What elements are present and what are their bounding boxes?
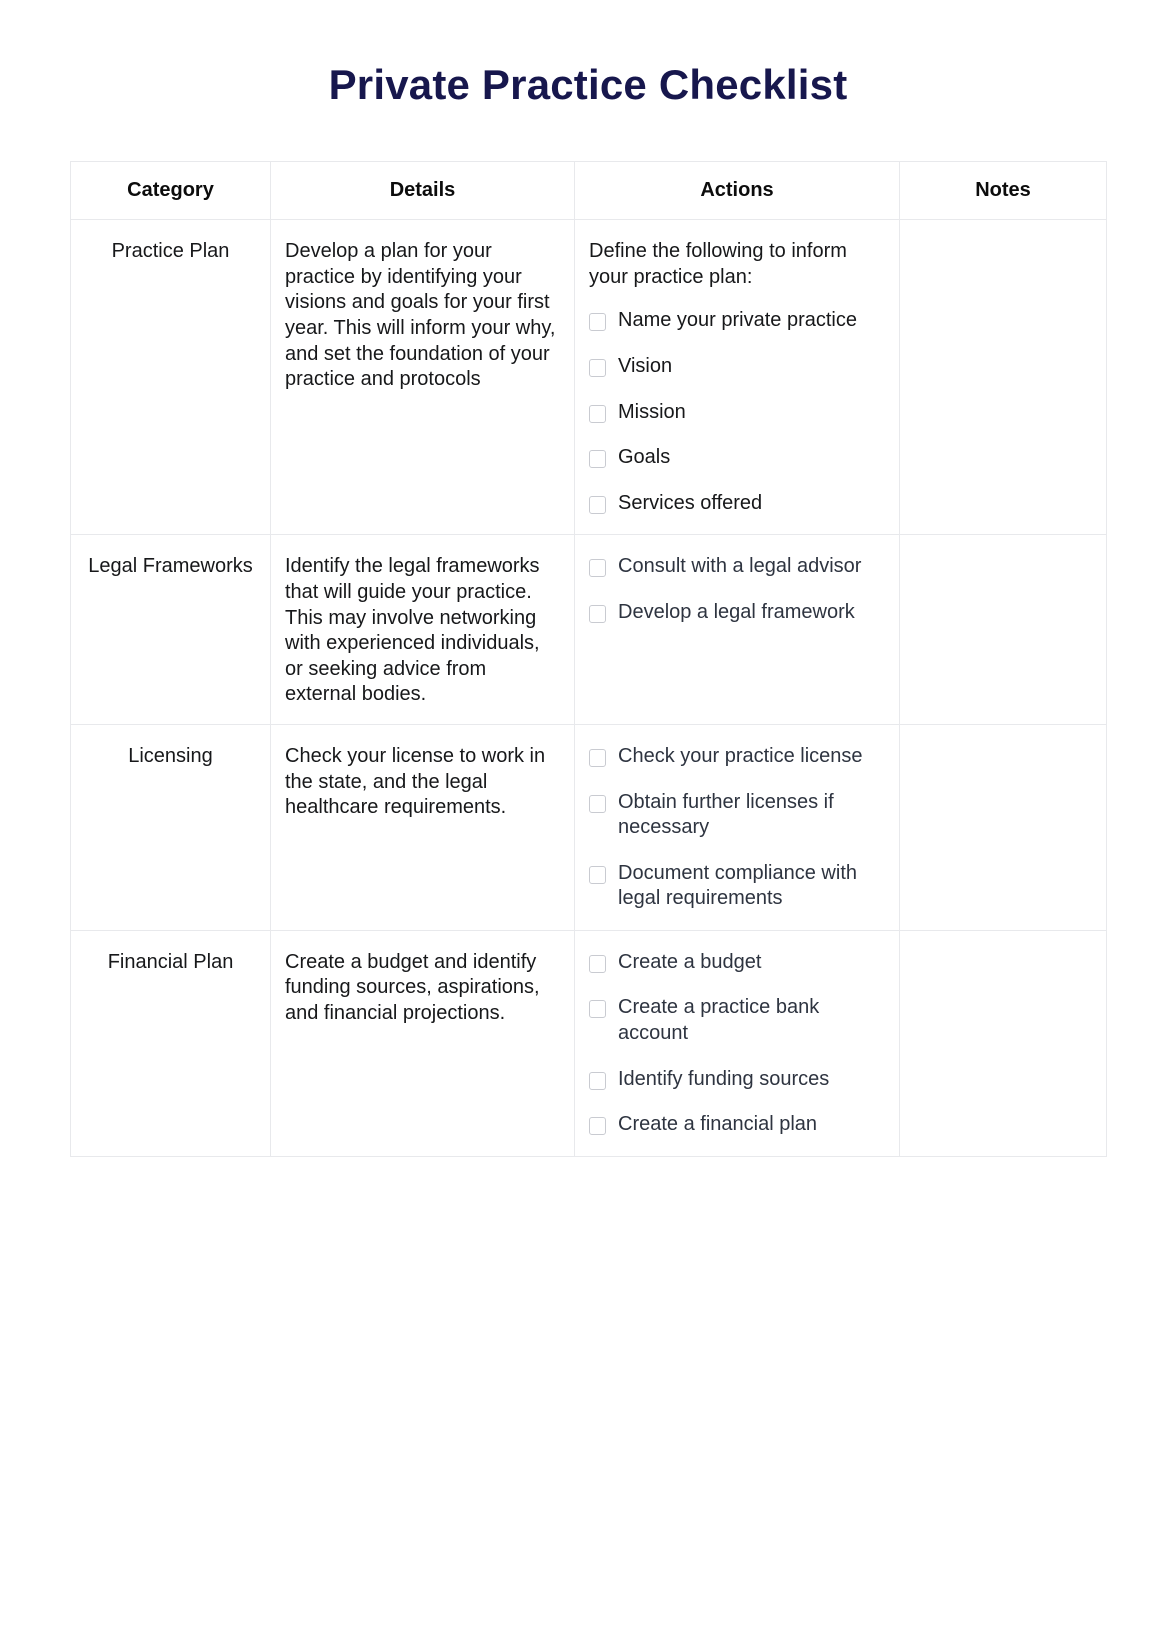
checkbox-icon[interactable]: [589, 795, 606, 813]
checkbox-icon[interactable]: [589, 359, 606, 377]
checklist-item[interactable]: [589, 400, 887, 426]
cell-category: Practice Plan: [71, 220, 271, 535]
checkbox-icon[interactable]: [589, 313, 606, 331]
checklist-item[interactable]: [589, 354, 887, 380]
cell-actions: [575, 930, 900, 1156]
checklist-item[interactable]: [589, 1112, 887, 1138]
checklist-item[interactable]: [589, 861, 887, 912]
checklist-item-label: Obtain further licenses if necessary: [618, 790, 834, 839]
cell-notes[interactable]: [900, 930, 1107, 1156]
column-header-notes: Notes: [900, 162, 1107, 220]
cell-actions: [575, 724, 900, 930]
table-row: [71, 220, 1107, 535]
checklist-item[interactable]: [589, 308, 887, 334]
checklist-item[interactable]: [589, 1067, 887, 1093]
cell-category: Licensing: [71, 724, 271, 930]
cell-details: Develop a plan for your practice by identifying your visions and goals for your first year. This will inform your why, and set the foundation of your practice and protocols: [271, 220, 575, 535]
checklist-item-label: Name your private practice: [618, 309, 857, 332]
checklist-item-label: Document compliance with legal requirements: [618, 861, 857, 910]
checkbox-icon[interactable]: [589, 496, 606, 514]
cell-notes[interactable]: [900, 724, 1107, 930]
table-row: [71, 930, 1107, 1156]
checklist-item-label: Create a financial plan: [618, 1113, 818, 1136]
table-header: [71, 162, 1107, 220]
checkbox-icon[interactable]: [589, 1072, 606, 1090]
table-row: [71, 535, 1107, 725]
checkbox-icon[interactable]: [589, 955, 606, 973]
action-checklist: [589, 554, 887, 625]
cell-actions: [575, 220, 900, 535]
checkbox-icon[interactable]: [589, 1000, 606, 1018]
checklist-item[interactable]: [589, 554, 887, 580]
checklist-item-label: Create a budget: [618, 950, 762, 973]
actions-intro-text: Define the following to inform your practice plan:: [589, 240, 847, 288]
checklist-item-label: Create a practice bank account: [618, 996, 820, 1045]
action-checklist: [589, 308, 887, 516]
checklist-item[interactable]: [589, 950, 887, 976]
checklist-item-label: Vision: [618, 354, 673, 377]
checklist-item[interactable]: [589, 995, 887, 1046]
checkbox-icon[interactable]: [589, 605, 606, 623]
checklist-item-label: Identify funding sources: [618, 1067, 830, 1090]
page-title: Private Practice Checklist: [328, 61, 848, 108]
cell-details: Create a budget and identify funding sources, aspirations, and financial projections.: [271, 930, 575, 1156]
checklist-item[interactable]: [589, 445, 887, 471]
table-row: [71, 724, 1107, 930]
checkbox-icon[interactable]: [589, 405, 606, 423]
cell-notes[interactable]: [900, 220, 1107, 535]
checklist-item-label: Goals: [618, 446, 671, 469]
cell-category: Financial Plan: [71, 930, 271, 1156]
cell-notes[interactable]: [900, 535, 1107, 725]
checklist-item-label: Services offered: [618, 491, 763, 514]
checklist-item-label: Develop a legal framework: [618, 600, 855, 623]
checklist-item-label: Check your practice license: [618, 744, 863, 767]
private-practice-checklist-table: [70, 161, 1107, 1157]
table-header-row: [71, 162, 1107, 220]
column-header-actions: Actions: [575, 162, 900, 220]
cell-details: Check your license to work in the state, and the legal healthcare requirements.: [271, 724, 575, 930]
checkbox-icon[interactable]: [589, 559, 606, 577]
cell-category: Legal Frameworks: [71, 535, 271, 725]
checklist-table-container: [70, 108, 1106, 1157]
cell-actions: [575, 535, 900, 725]
action-checklist: [589, 744, 887, 912]
checklist-item-label: Consult with a legal advisor: [618, 555, 862, 578]
column-header-category: Category: [71, 162, 271, 220]
checklist-item[interactable]: [589, 790, 887, 841]
checklist-item[interactable]: [589, 491, 887, 517]
checklist-item[interactable]: [589, 744, 887, 770]
checklist-item[interactable]: [589, 600, 887, 626]
cell-details: Identify the legal frameworks that will guide your practice. This may involve networking with experienced individuals, or seeking advice from external bodies.: [271, 535, 575, 725]
action-checklist: [589, 950, 887, 1138]
checkbox-icon[interactable]: [589, 1117, 606, 1135]
checkbox-icon[interactable]: [589, 749, 606, 767]
checkbox-icon[interactable]: [589, 866, 606, 884]
checkbox-icon[interactable]: [589, 450, 606, 468]
column-header-details: Details: [271, 162, 575, 220]
table-body: [71, 220, 1107, 1157]
checklist-item-label: Mission: [618, 400, 686, 423]
